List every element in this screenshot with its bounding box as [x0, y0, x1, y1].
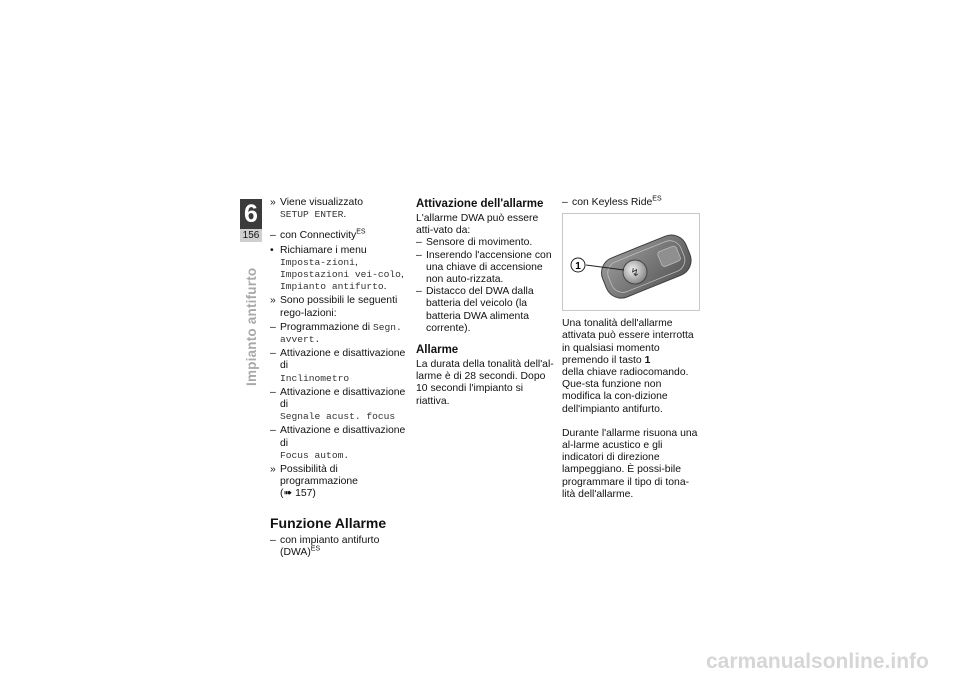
paragraph	[562, 318, 702, 416]
section-heading: Attivazione dell'allarme	[416, 198, 544, 210]
code-text: Imposta-zioni	[280, 256, 355, 268]
condition-item	[270, 230, 410, 242]
text: con impianto antifurto (DWA)	[280, 534, 380, 558]
text: con Connectivity	[280, 230, 357, 242]
dash-marker: –	[562, 197, 568, 208]
result-item: » Possibilità di programmazione (➠ 157)	[270, 464, 358, 500]
text: Distacco del DWA dalla batteria del veicolo (la batteria DWA alimenta corrente).	[426, 286, 534, 334]
period: .	[383, 281, 387, 293]
code-text: Segn. avvert.	[280, 321, 402, 346]
key-figure	[562, 213, 700, 311]
equipment-marker: ES	[652, 195, 662, 203]
text: Inserendo l'accensione con una chiave di accensione non auto-rizzata.	[426, 249, 552, 286]
dash-marker: –	[270, 348, 276, 360]
column-1	[270, 197, 410, 559]
option-item	[270, 387, 410, 424]
key-fob-shape	[597, 230, 696, 303]
key-button-symbol: ↯	[630, 266, 640, 280]
result-marker: »	[270, 295, 276, 307]
bullet-marker: •	[270, 244, 274, 256]
equipment-marker: ES	[356, 228, 366, 236]
text: Possibilità di programmazione	[280, 464, 358, 488]
text: Richiamare i menu	[280, 244, 367, 256]
list-item	[416, 237, 554, 249]
condition-item	[270, 535, 410, 559]
option-item	[270, 425, 410, 462]
figure-ref: 1	[644, 354, 651, 366]
result-marker: »	[270, 464, 276, 476]
condition-item	[562, 197, 702, 209]
code-text: Inclinometro	[280, 372, 350, 384]
dash-marker: –	[270, 321, 276, 333]
paragraph: L'allarme DWA può essere atti-vato da:	[416, 213, 539, 237]
text: Una tonalità dell'allarme attivata può essere interrotta in qualsiasi momento premendo il tasto	[562, 318, 694, 366]
list-item	[416, 250, 554, 287]
text: della chiave radiocomando. Que-sta funzione non modifica la con-dizione dell'impianto antifurto.	[562, 367, 689, 415]
chapter-title-text: Impianto antifurto	[244, 267, 259, 386]
dash-marker: –	[270, 230, 276, 242]
action-item	[270, 245, 410, 294]
text: Sono possibili le seguenti rego-lazioni:	[280, 295, 398, 319]
sub-heading: Allarme	[416, 344, 459, 357]
column-2	[416, 197, 554, 408]
page-number: 156	[240, 229, 262, 242]
option-item	[270, 348, 410, 385]
dash-marker: –	[416, 249, 422, 261]
callout-number: 1	[575, 261, 581, 273]
text: con Keyless Ride	[572, 197, 653, 208]
option-item	[270, 322, 410, 346]
list-item	[416, 286, 554, 335]
text: Attivazione e disattivazione di	[280, 386, 406, 411]
text: Attivazione e disattivazione di	[280, 348, 406, 372]
paragraph: La durata della tonalità dell'al-larme è di 28 secondi. Dopo 10 secondi l'impianto si riattiva.	[416, 359, 554, 407]
chapter-number-tab: 6	[240, 199, 262, 229]
section-heading: Funzione Allarme	[270, 514, 387, 531]
radio-key-illustration	[563, 214, 699, 310]
text: Programmazione di	[280, 321, 371, 333]
page-ref-arrow-icon: ➠	[283, 488, 293, 500]
site-watermark: carmanualsonline.info	[706, 650, 929, 673]
text: Attivazione e disattivazione di	[280, 425, 406, 449]
code-text: SETUP ENTER	[280, 209, 344, 221]
period: .	[343, 209, 347, 221]
text: Sensore di movimento.	[426, 237, 533, 249]
comma: ,	[354, 256, 358, 268]
paragraph: Durante l'allarme risuona una al-larme acustico e gli indicatori di direzione lampeggiano. È possi-bile programmare il tipo di tona-lità dell'allarme.	[562, 427, 698, 500]
page-ref-link[interactable]: 157	[295, 488, 313, 500]
dash-marker: –	[270, 386, 276, 398]
code-text: Segnale acust. focus	[280, 411, 396, 423]
dash-marker: –	[270, 534, 276, 546]
text: Viene visualizzato	[280, 197, 363, 208]
column-3	[562, 197, 702, 501]
chapter-side-title	[246, 246, 260, 386]
result-marker: »	[270, 197, 276, 208]
equipment-marker: ES	[310, 545, 321, 553]
code-text: Impianto antifurto	[280, 281, 384, 293]
dash-marker: –	[416, 286, 422, 298]
code-text: Impostazioni vei-colo	[280, 269, 401, 281]
result-item	[270, 197, 410, 221]
dash-marker: –	[416, 237, 422, 249]
dash-marker: –	[270, 425, 276, 437]
code-text: Focus autom.	[280, 449, 350, 461]
result-item	[270, 295, 410, 319]
comma: ,	[400, 269, 404, 281]
